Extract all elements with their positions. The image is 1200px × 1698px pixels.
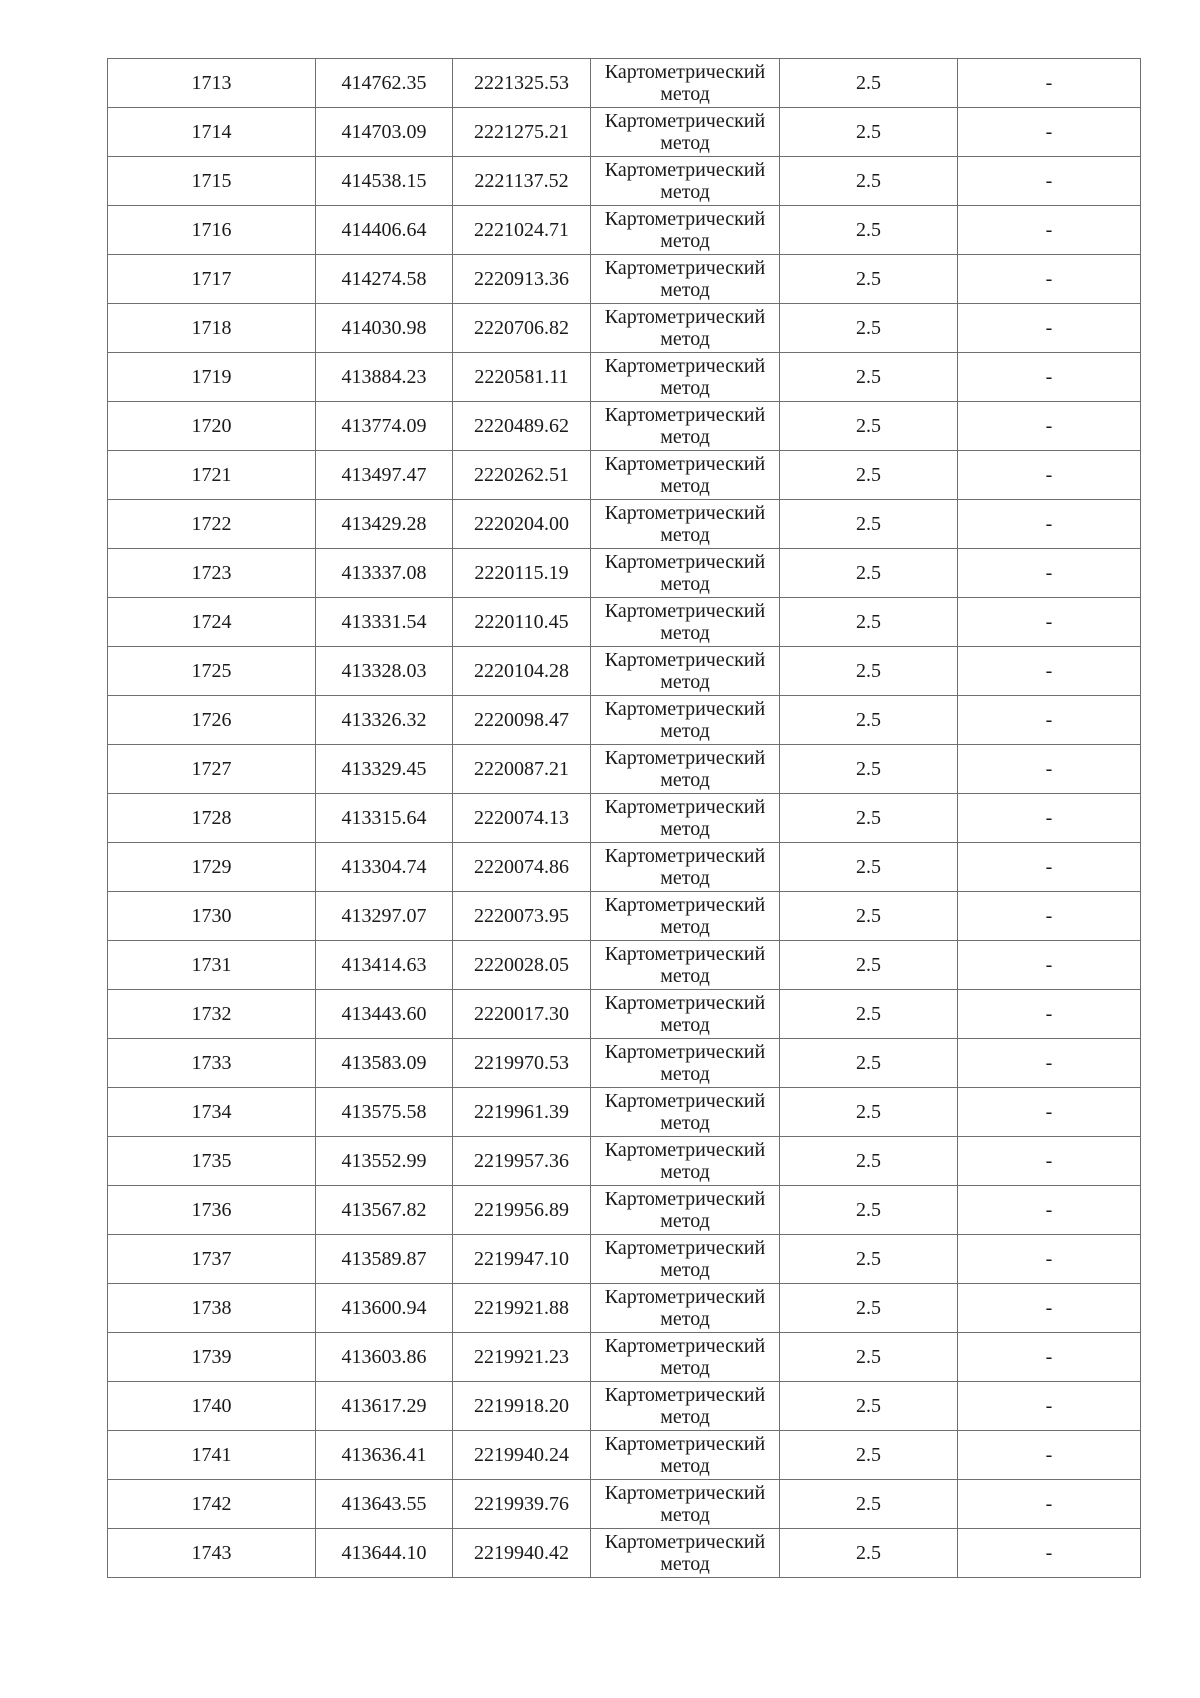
description-cell: - (958, 353, 1141, 402)
y-coordinate-cell: 2219961.39 (453, 1088, 591, 1137)
point-number-cell: 1728 (108, 794, 316, 843)
point-number-cell: 1714 (108, 108, 316, 157)
point-number-cell: 1716 (108, 206, 316, 255)
table-row (108, 647, 1141, 696)
table-row (108, 549, 1141, 598)
x-coordinate-cell: 413304.74 (316, 843, 453, 892)
description-cell: - (958, 549, 1141, 598)
point-number-cell: 1739 (108, 1333, 316, 1382)
method-line-1: Картометрический (604, 551, 766, 573)
x-coordinate-cell: 413552.99 (316, 1137, 453, 1186)
method-line-2: метод (660, 1504, 710, 1526)
point-number-cell: 1722 (108, 500, 316, 549)
method-line-1: Картометрический (604, 257, 766, 279)
x-coordinate-cell: 413331.54 (316, 598, 453, 647)
point-number-cell: 1735 (108, 1137, 316, 1186)
method-cell (591, 647, 780, 696)
method-line-2: метод (660, 818, 710, 840)
accuracy-cell: 2.5 (780, 157, 958, 206)
method-cell (591, 1284, 780, 1333)
point-number-cell: 1734 (108, 1088, 316, 1137)
table-row (108, 500, 1141, 549)
y-coordinate-cell: 2220706.82 (453, 304, 591, 353)
method-cell (591, 696, 780, 745)
point-number-cell: 1721 (108, 451, 316, 500)
y-coordinate-cell: 2221024.71 (453, 206, 591, 255)
table-row (108, 451, 1141, 500)
y-coordinate-cell: 2220073.95 (453, 892, 591, 941)
point-number-cell: 1717 (108, 255, 316, 304)
x-coordinate-cell: 413337.08 (316, 549, 453, 598)
table-row (108, 1088, 1141, 1137)
method-cell (591, 255, 780, 304)
table-row (108, 843, 1141, 892)
method-line-2: метод (660, 1112, 710, 1134)
method-line-2: метод (660, 475, 710, 497)
y-coordinate-cell: 2219947.10 (453, 1235, 591, 1284)
description-cell: - (958, 304, 1141, 353)
table-row (108, 1480, 1141, 1529)
y-coordinate-cell: 2219918.20 (453, 1382, 591, 1431)
y-coordinate-cell: 2220087.21 (453, 745, 591, 794)
point-number-cell: 1741 (108, 1431, 316, 1480)
description-cell: - (958, 451, 1141, 500)
y-coordinate-cell: 2220913.36 (453, 255, 591, 304)
method-line-1: Картометрический (604, 894, 766, 916)
method-line-2: метод (660, 1259, 710, 1281)
y-coordinate-cell: 2220581.11 (453, 353, 591, 402)
x-coordinate-cell: 413497.47 (316, 451, 453, 500)
method-line-1: Картометрический (604, 453, 766, 475)
accuracy-cell: 2.5 (780, 1186, 958, 1235)
y-coordinate-cell: 2219940.42 (453, 1529, 591, 1578)
y-coordinate-cell: 2221275.21 (453, 108, 591, 157)
method-line-1: Картометрический (604, 1286, 766, 1308)
description-cell: - (958, 1088, 1141, 1137)
table-row (108, 1431, 1141, 1480)
method-cell (591, 1186, 780, 1235)
method-line-2: метод (660, 230, 710, 252)
description-cell: - (958, 1039, 1141, 1088)
method-line-2: метод (660, 1161, 710, 1183)
description-cell: - (958, 157, 1141, 206)
method-line-2: метод (660, 1063, 710, 1085)
point-number-cell: 1743 (108, 1529, 316, 1578)
x-coordinate-cell: 413443.60 (316, 990, 453, 1039)
table-row (108, 794, 1141, 843)
y-coordinate-cell: 2220489.62 (453, 402, 591, 451)
accuracy-cell: 2.5 (780, 696, 958, 745)
table-row (108, 157, 1141, 206)
x-coordinate-cell: 413575.58 (316, 1088, 453, 1137)
method-cell (591, 1431, 780, 1480)
point-number-cell: 1740 (108, 1382, 316, 1431)
method-cell (591, 549, 780, 598)
description-cell: - (958, 941, 1141, 990)
y-coordinate-cell: 2221325.53 (453, 59, 591, 108)
method-line-2: метод (660, 1553, 710, 1575)
table-row (108, 696, 1141, 745)
accuracy-cell: 2.5 (780, 892, 958, 941)
accuracy-cell: 2.5 (780, 1284, 958, 1333)
description-cell: - (958, 108, 1141, 157)
method-line-2: метод (660, 1406, 710, 1428)
x-coordinate-cell: 414703.09 (316, 108, 453, 157)
method-line-1: Картометрический (604, 355, 766, 377)
point-number-cell: 1731 (108, 941, 316, 990)
x-coordinate-cell: 413600.94 (316, 1284, 453, 1333)
y-coordinate-cell: 2219921.23 (453, 1333, 591, 1382)
description-cell: - (958, 1382, 1141, 1431)
method-line-1: Картометрический (604, 502, 766, 524)
accuracy-cell: 2.5 (780, 843, 958, 892)
y-coordinate-cell: 2219940.24 (453, 1431, 591, 1480)
accuracy-cell: 2.5 (780, 1382, 958, 1431)
point-number-cell: 1727 (108, 745, 316, 794)
y-coordinate-cell: 2219970.53 (453, 1039, 591, 1088)
method-cell (591, 990, 780, 1039)
table-row (108, 598, 1141, 647)
y-coordinate-cell: 2219957.36 (453, 1137, 591, 1186)
method-line-1: Картометрический (604, 1433, 766, 1455)
x-coordinate-cell: 413644.10 (316, 1529, 453, 1578)
method-line-1: Картометрический (604, 1482, 766, 1504)
description-cell: - (958, 1431, 1141, 1480)
method-line-2: метод (660, 328, 710, 350)
method-line-2: метод (660, 279, 710, 301)
method-cell (591, 402, 780, 451)
x-coordinate-cell: 414030.98 (316, 304, 453, 353)
coordinates-table (107, 58, 1141, 1578)
y-coordinate-cell: 2220104.28 (453, 647, 591, 696)
x-coordinate-cell: 413884.23 (316, 353, 453, 402)
accuracy-cell: 2.5 (780, 1088, 958, 1137)
method-line-2: метод (660, 377, 710, 399)
method-cell (591, 451, 780, 500)
description-cell: - (958, 1529, 1141, 1578)
accuracy-cell: 2.5 (780, 402, 958, 451)
description-cell: - (958, 500, 1141, 549)
method-line-2: метод (660, 524, 710, 546)
method-line-1: Картометрический (604, 1531, 766, 1553)
method-line-1: Картометрический (604, 1384, 766, 1406)
point-number-cell: 1738 (108, 1284, 316, 1333)
method-line-1: Картометрический (604, 110, 766, 132)
table-row (108, 990, 1141, 1039)
method-line-1: Картометрический (604, 1090, 766, 1112)
x-coordinate-cell: 413297.07 (316, 892, 453, 941)
method-line-2: метод (660, 867, 710, 889)
table-row (108, 255, 1141, 304)
method-cell (591, 1333, 780, 1382)
method-cell (591, 1480, 780, 1529)
x-coordinate-cell: 414762.35 (316, 59, 453, 108)
method-cell (591, 353, 780, 402)
table-row (108, 402, 1141, 451)
method-line-2: метод (660, 83, 710, 105)
accuracy-cell: 2.5 (780, 451, 958, 500)
x-coordinate-cell: 413636.41 (316, 1431, 453, 1480)
method-cell (591, 157, 780, 206)
point-number-cell: 1718 (108, 304, 316, 353)
description-cell: - (958, 598, 1141, 647)
method-line-1: Картометрический (604, 649, 766, 671)
method-line-2: метод (660, 1210, 710, 1232)
method-line-2: метод (660, 671, 710, 693)
table-body (108, 59, 1141, 1578)
description-cell: - (958, 1333, 1141, 1382)
accuracy-cell: 2.5 (780, 647, 958, 696)
method-line-1: Картометрический (604, 61, 766, 83)
description-cell: - (958, 206, 1141, 255)
y-coordinate-cell: 2220262.51 (453, 451, 591, 500)
method-line-2: метод (660, 181, 710, 203)
accuracy-cell: 2.5 (780, 1480, 958, 1529)
method-line-2: метод (660, 720, 710, 742)
y-coordinate-cell: 2220110.45 (453, 598, 591, 647)
method-line-2: метод (660, 1308, 710, 1330)
point-number-cell: 1726 (108, 696, 316, 745)
description-cell: - (958, 843, 1141, 892)
accuracy-cell: 2.5 (780, 1431, 958, 1480)
method-line-2: метод (660, 426, 710, 448)
point-number-cell: 1737 (108, 1235, 316, 1284)
method-cell (591, 745, 780, 794)
accuracy-cell: 2.5 (780, 206, 958, 255)
x-coordinate-cell: 413603.86 (316, 1333, 453, 1382)
y-coordinate-cell: 2221137.52 (453, 157, 591, 206)
method-line-2: метод (660, 916, 710, 938)
y-coordinate-cell: 2220017.30 (453, 990, 591, 1039)
point-number-cell: 1729 (108, 843, 316, 892)
method-line-2: метод (660, 1455, 710, 1477)
point-number-cell: 1724 (108, 598, 316, 647)
point-number-cell: 1713 (108, 59, 316, 108)
method-line-2: метод (660, 1014, 710, 1036)
accuracy-cell: 2.5 (780, 59, 958, 108)
description-cell: - (958, 1137, 1141, 1186)
point-number-cell: 1732 (108, 990, 316, 1039)
y-coordinate-cell: 2220115.19 (453, 549, 591, 598)
description-cell: - (958, 59, 1141, 108)
method-line-1: Картометрический (604, 845, 766, 867)
description-cell: - (958, 647, 1141, 696)
table-row (108, 1284, 1141, 1333)
accuracy-cell: 2.5 (780, 1137, 958, 1186)
y-coordinate-cell: 2220204.00 (453, 500, 591, 549)
method-line-2: метод (660, 769, 710, 791)
description-cell: - (958, 745, 1141, 794)
table-row (108, 1039, 1141, 1088)
method-cell (591, 892, 780, 941)
accuracy-cell: 2.5 (780, 941, 958, 990)
x-coordinate-cell: 414538.15 (316, 157, 453, 206)
table-row (108, 304, 1141, 353)
table-row (108, 353, 1141, 402)
point-number-cell: 1742 (108, 1480, 316, 1529)
method-cell (591, 843, 780, 892)
table-row (108, 941, 1141, 990)
table-row (108, 1529, 1141, 1578)
method-line-1: Картометрический (604, 698, 766, 720)
x-coordinate-cell: 413326.32 (316, 696, 453, 745)
table-row (108, 745, 1141, 794)
point-number-cell: 1719 (108, 353, 316, 402)
description-cell: - (958, 402, 1141, 451)
method-line-1: Картометрический (604, 943, 766, 965)
x-coordinate-cell: 413774.09 (316, 402, 453, 451)
method-cell (591, 304, 780, 353)
y-coordinate-cell: 2220074.13 (453, 794, 591, 843)
method-cell (591, 206, 780, 255)
table-row (108, 108, 1141, 157)
method-line-1: Картометрический (604, 600, 766, 622)
method-line-1: Картометрический (604, 208, 766, 230)
x-coordinate-cell: 413567.82 (316, 1186, 453, 1235)
method-line-1: Картометрический (604, 796, 766, 818)
description-cell: - (958, 255, 1141, 304)
x-coordinate-cell: 413328.03 (316, 647, 453, 696)
method-line-1: Картометрический (604, 159, 766, 181)
point-number-cell: 1730 (108, 892, 316, 941)
description-cell: - (958, 1186, 1141, 1235)
method-line-1: Картометрический (604, 1237, 766, 1259)
method-line-2: метод (660, 573, 710, 595)
method-cell (591, 941, 780, 990)
point-number-cell: 1720 (108, 402, 316, 451)
description-cell: - (958, 1235, 1141, 1284)
description-cell: - (958, 1480, 1141, 1529)
accuracy-cell: 2.5 (780, 1333, 958, 1382)
point-number-cell: 1715 (108, 157, 316, 206)
x-coordinate-cell: 413617.29 (316, 1382, 453, 1431)
method-cell (591, 598, 780, 647)
table-row (108, 1235, 1141, 1284)
accuracy-cell: 2.5 (780, 598, 958, 647)
point-number-cell: 1736 (108, 1186, 316, 1235)
description-cell: - (958, 892, 1141, 941)
x-coordinate-cell: 414406.64 (316, 206, 453, 255)
description-cell: - (958, 794, 1141, 843)
table-row (108, 1382, 1141, 1431)
method-cell (591, 500, 780, 549)
point-number-cell: 1725 (108, 647, 316, 696)
table-row (108, 892, 1141, 941)
method-cell (591, 1382, 780, 1431)
x-coordinate-cell: 413583.09 (316, 1039, 453, 1088)
method-line-2: метод (660, 1357, 710, 1379)
method-line-1: Картометрический (604, 747, 766, 769)
table-row (108, 206, 1141, 255)
x-coordinate-cell: 413429.28 (316, 500, 453, 549)
accuracy-cell: 2.5 (780, 1039, 958, 1088)
y-coordinate-cell: 2220074.86 (453, 843, 591, 892)
method-line-1: Картометрический (604, 992, 766, 1014)
point-number-cell: 1723 (108, 549, 316, 598)
x-coordinate-cell: 413329.45 (316, 745, 453, 794)
x-coordinate-cell: 413414.63 (316, 941, 453, 990)
method-line-2: метод (660, 132, 710, 154)
accuracy-cell: 2.5 (780, 255, 958, 304)
accuracy-cell: 2.5 (780, 304, 958, 353)
method-line-1: Картометрический (604, 1139, 766, 1161)
description-cell: - (958, 1284, 1141, 1333)
y-coordinate-cell: 2220028.05 (453, 941, 591, 990)
y-coordinate-cell: 2219939.76 (453, 1480, 591, 1529)
table-row (108, 1137, 1141, 1186)
method-cell (591, 59, 780, 108)
method-cell (591, 1137, 780, 1186)
point-number-cell: 1733 (108, 1039, 316, 1088)
accuracy-cell: 2.5 (780, 745, 958, 794)
x-coordinate-cell: 413315.64 (316, 794, 453, 843)
accuracy-cell: 2.5 (780, 500, 958, 549)
method-line-2: метод (660, 622, 710, 644)
accuracy-cell: 2.5 (780, 1235, 958, 1284)
accuracy-cell: 2.5 (780, 990, 958, 1039)
table-row (108, 1333, 1141, 1382)
accuracy-cell: 2.5 (780, 108, 958, 157)
method-cell (591, 1529, 780, 1578)
y-coordinate-cell: 2219921.88 (453, 1284, 591, 1333)
method-cell (591, 1088, 780, 1137)
method-line-1: Картометрический (604, 404, 766, 426)
x-coordinate-cell: 413589.87 (316, 1235, 453, 1284)
x-coordinate-cell: 414274.58 (316, 255, 453, 304)
method-line-1: Картометрический (604, 306, 766, 328)
method-line-2: метод (660, 965, 710, 987)
x-coordinate-cell: 413643.55 (316, 1480, 453, 1529)
description-cell: - (958, 990, 1141, 1039)
table-row (108, 1186, 1141, 1235)
method-cell (591, 1235, 780, 1284)
method-line-1: Картометрический (604, 1041, 766, 1063)
description-cell: - (958, 696, 1141, 745)
method-line-1: Картометрический (604, 1335, 766, 1357)
method-line-1: Картометрический (604, 1188, 766, 1210)
method-cell (591, 108, 780, 157)
y-coordinate-cell: 2219956.89 (453, 1186, 591, 1235)
method-cell (591, 794, 780, 843)
accuracy-cell: 2.5 (780, 1529, 958, 1578)
y-coordinate-cell: 2220098.47 (453, 696, 591, 745)
accuracy-cell: 2.5 (780, 549, 958, 598)
method-cell (591, 1039, 780, 1088)
table-row (108, 59, 1141, 108)
accuracy-cell: 2.5 (780, 353, 958, 402)
accuracy-cell: 2.5 (780, 794, 958, 843)
